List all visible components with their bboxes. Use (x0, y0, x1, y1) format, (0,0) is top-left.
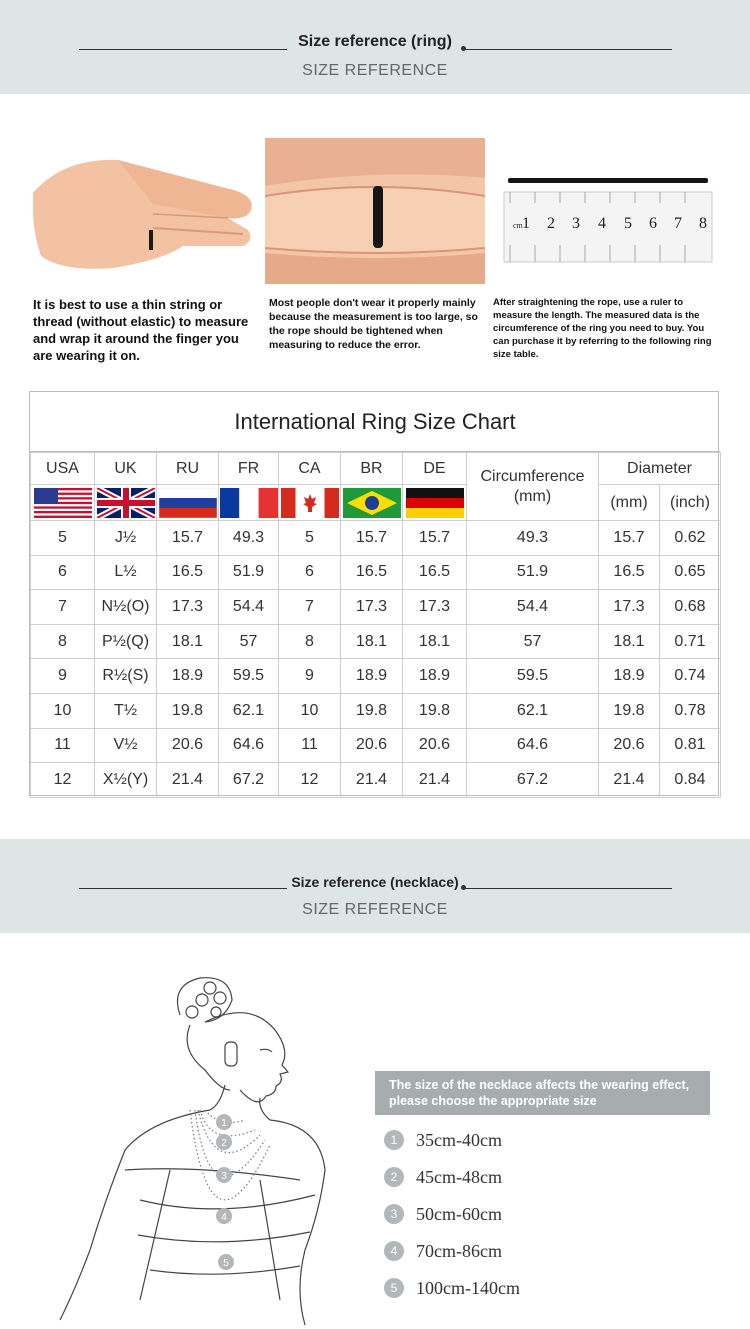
ruler-number-2: 2 (547, 215, 555, 232)
france-flag-cell (219, 485, 279, 521)
table-cell: 11 (31, 728, 95, 763)
list-item (384, 1240, 502, 1262)
table-cell: 67.2 (467, 763, 599, 798)
table-cell: 16.5 (403, 555, 467, 590)
ruler-number-1: 1 (522, 215, 530, 232)
table-cell: 18.9 (341, 659, 403, 694)
table-cell: T½ (95, 693, 157, 728)
table-cell: 15.7 (157, 521, 219, 556)
header-circumference: Circumference (mm) (467, 453, 599, 521)
size-number-badge: 4 (384, 1241, 404, 1261)
table-cell: 0.84 (660, 763, 721, 798)
ruler-number-6: 6 (649, 215, 657, 232)
header-rule-right (463, 49, 672, 50)
uk-flag-cell (95, 485, 157, 521)
marker-1-label: 1 (221, 1118, 227, 1129)
marker-4-label: 4 (221, 1212, 227, 1223)
ruler-number-3: 3 (572, 215, 580, 232)
size-number-badge: 2 (384, 1167, 404, 1187)
size-range-label: 50cm-60cm (416, 1203, 502, 1224)
table-cell: 54.4 (467, 590, 599, 625)
table-row (31, 659, 721, 694)
table-cell: 49.3 (219, 521, 279, 556)
table-cell: J½ (95, 521, 157, 556)
canada-flag-cell (279, 485, 341, 521)
table-cell: L½ (95, 555, 157, 590)
table-cell: 0.74 (660, 659, 721, 694)
table-row (31, 763, 721, 798)
ring-section-title: Size reference (ring) (298, 33, 452, 50)
table-cell: 19.8 (599, 693, 660, 728)
table-cell: 5 (31, 521, 95, 556)
usa-flag-icon (34, 488, 92, 518)
header-de: DE (403, 453, 467, 485)
table-cell: 9 (31, 659, 95, 694)
table-cell: 20.6 (599, 728, 660, 763)
necklace-section-title: Size reference (necklace) (291, 874, 459, 890)
table-cell: 18.1 (403, 624, 467, 659)
table-cell: 7 (31, 590, 95, 625)
header-uk: UK (95, 453, 157, 485)
header-br: BR (341, 453, 403, 485)
table-cell: 18.1 (341, 624, 403, 659)
size-number-badge: 3 (384, 1204, 404, 1224)
brazil-flag-icon (343, 488, 401, 518)
ring-size-table (30, 452, 721, 798)
size-number-badge: 1 (384, 1130, 404, 1150)
header-rule-right (463, 888, 672, 889)
brazil-flag-cell (341, 485, 403, 521)
table-cell: 0.78 (660, 693, 721, 728)
necklace-note-banner: The size of the necklace affects the wearing effect, please choose the appropriate size (375, 1071, 710, 1115)
germany-flag-icon (406, 488, 464, 518)
table-cell: 18.9 (599, 659, 660, 694)
table-row (31, 693, 721, 728)
table-cell: 17.3 (599, 590, 660, 625)
list-item (384, 1203, 502, 1225)
table-cell: 54.4 (219, 590, 279, 625)
table-cell: 6 (31, 555, 95, 590)
ring-size-rows (31, 521, 721, 798)
necklace-model-illustration (20, 970, 360, 1325)
ruler-with-rope-image (500, 175, 715, 265)
step-2-caption: Most people don't wear it properly mainly because the measurement is too large, so the rope should be tightened when measuring to reduce the error. (269, 297, 478, 351)
table-cell: 62.1 (467, 693, 599, 728)
table-cell: 64.6 (467, 728, 599, 763)
table-cell: 57 (467, 624, 599, 659)
table-cell: 51.9 (467, 555, 599, 590)
table-row (31, 590, 721, 625)
table-cell: P½(Q) (95, 624, 157, 659)
list-item (384, 1129, 502, 1151)
table-cell: R½(S) (95, 659, 157, 694)
table-cell: 21.4 (599, 763, 660, 798)
table-cell: 15.7 (341, 521, 403, 556)
table-cell: 59.5 (219, 659, 279, 694)
table-row (31, 728, 721, 763)
table-cell: 18.1 (157, 624, 219, 659)
table-cell: 0.65 (660, 555, 721, 590)
size-number-badge: 5 (384, 1278, 404, 1298)
header-diameter-mm: (mm) (599, 485, 660, 521)
table-cell: 59.5 (467, 659, 599, 694)
table-cell: 10 (279, 693, 341, 728)
necklace-section-subtitle: SIZE REFERENCE (302, 901, 448, 918)
step-1-caption: It is best to use a thin string or thread (without elastic) to measure and wrap it around the finger you are wearing it on. (33, 297, 249, 363)
table-cell: 6 (279, 555, 341, 590)
table-cell: 20.6 (157, 728, 219, 763)
table-cell: 9 (279, 659, 341, 694)
table-cell: 62.1 (219, 693, 279, 728)
size-range-label: 70cm-86cm (416, 1240, 502, 1261)
table-cell: 16.5 (599, 555, 660, 590)
ruler-number-7: 7 (674, 215, 682, 232)
table-cell: 17.3 (403, 590, 467, 625)
table-cell: 19.8 (157, 693, 219, 728)
table-cell: 0.68 (660, 590, 721, 625)
finger-with-string-closeup-image (265, 138, 485, 284)
ruler-number-cm: cm (513, 221, 523, 230)
canada-flag-icon (281, 488, 339, 518)
table-row (31, 521, 721, 556)
ring-section-subtitle: SIZE REFERENCE (302, 62, 448, 79)
table-cell: 18.9 (403, 659, 467, 694)
table-cell: V½ (95, 728, 157, 763)
usa-flag-cell (31, 485, 95, 521)
table-cell: 10 (31, 693, 95, 728)
france-flag-icon (220, 488, 278, 518)
table-cell: 51.9 (219, 555, 279, 590)
table-cell: 19.8 (341, 693, 403, 728)
header-fr: FR (219, 453, 279, 485)
table-cell: 17.3 (341, 590, 403, 625)
marker-3-label: 3 (221, 1171, 227, 1182)
step-3-caption: After straightening the rope, use a ruler to measure the length. The measured data is the circumference of the ring you need to buy. You can purchase it by referring to the following ring size table. (493, 297, 712, 360)
russia-flag-cell (157, 485, 219, 521)
table-cell: X½(Y) (95, 763, 157, 798)
table-cell: 18.1 (599, 624, 660, 659)
table-cell: 16.5 (341, 555, 403, 590)
russia-flag-icon (159, 488, 217, 518)
table-cell: 0.81 (660, 728, 721, 763)
table-cell: 17.3 (157, 590, 219, 625)
marker-2-label: 2 (221, 1138, 227, 1149)
size-range-label: 45cm-48cm (416, 1166, 502, 1187)
hand-with-string-image (33, 138, 258, 286)
header-diameter-inch: (inch) (660, 485, 721, 521)
size-range-label: 35cm-40cm (416, 1129, 502, 1150)
header-ru: RU (157, 453, 219, 485)
table-cell: 11 (279, 728, 341, 763)
table-cell: 57 (219, 624, 279, 659)
table-cell: 7 (279, 590, 341, 625)
ring-section-header (0, 0, 750, 94)
table-cell: 64.6 (219, 728, 279, 763)
table-cell: 19.8 (403, 693, 467, 728)
header-diameter: Diameter (599, 453, 721, 485)
table-cell: N½(O) (95, 590, 157, 625)
table-cell: 8 (31, 624, 95, 659)
table-cell: 16.5 (157, 555, 219, 590)
table-cell: 0.71 (660, 624, 721, 659)
ruler-number-4: 4 (598, 215, 606, 232)
list-item (384, 1166, 502, 1188)
marker-5-label: 5 (223, 1258, 229, 1269)
table-row (31, 555, 721, 590)
table-cell: 18.9 (157, 659, 219, 694)
size-range-label: 100cm-140cm (416, 1277, 520, 1298)
table-cell: 49.3 (467, 521, 599, 556)
uk-flag-icon (97, 488, 155, 518)
necklace-section-header (0, 839, 750, 933)
ruler-number-5: 5 (624, 215, 632, 232)
table-cell: 8 (279, 624, 341, 659)
table-cell: 12 (31, 763, 95, 798)
table-cell: 5 (279, 521, 341, 556)
table-row (31, 624, 721, 659)
ruler-number-8: 8 (699, 215, 707, 232)
table-cell: 20.6 (341, 728, 403, 763)
table-cell: 21.4 (341, 763, 403, 798)
header-ca: CA (279, 453, 341, 485)
header-usa: USA (31, 453, 95, 485)
table-cell: 0.62 (660, 521, 721, 556)
table-cell: 67.2 (219, 763, 279, 798)
ring-size-chart (29, 391, 719, 796)
table-cell: 20.6 (403, 728, 467, 763)
table-cell: 12 (279, 763, 341, 798)
table-cell: 15.7 (599, 521, 660, 556)
table-cell: 21.4 (157, 763, 219, 798)
list-item (384, 1277, 520, 1299)
table-cell: 15.7 (403, 521, 467, 556)
table-cell: 21.4 (403, 763, 467, 798)
germany-flag-cell (403, 485, 467, 521)
ring-size-chart-title: International Ring Size Chart (30, 392, 720, 452)
